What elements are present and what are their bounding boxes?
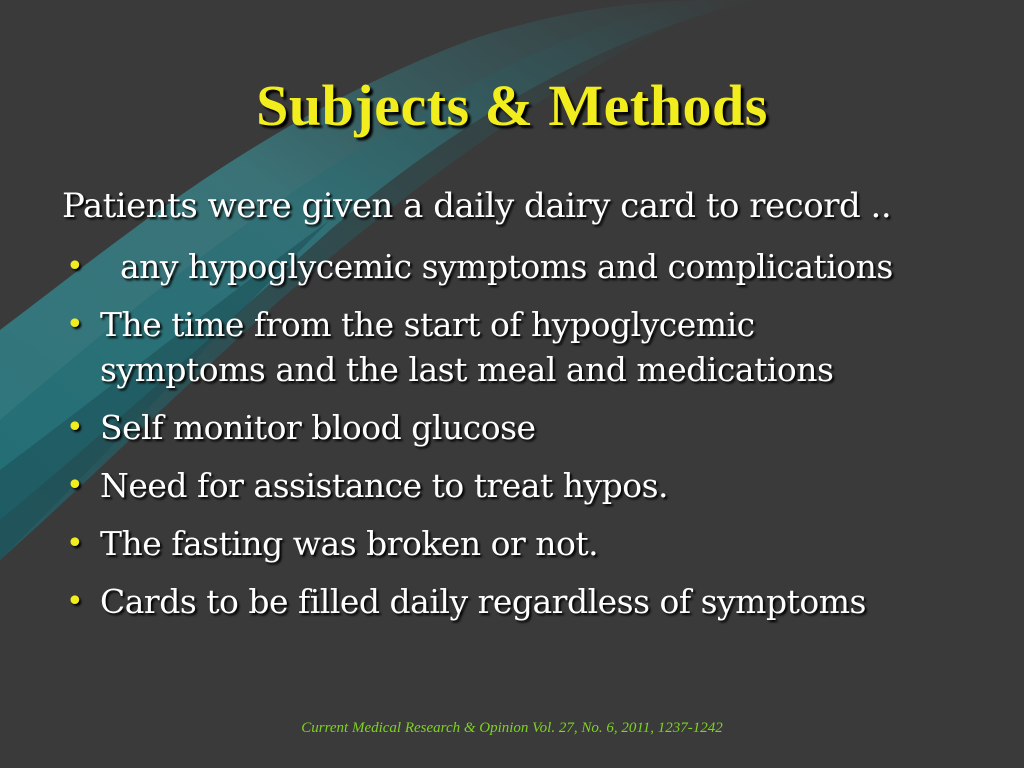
bullet-marker: • bbox=[66, 410, 84, 445]
bullet-text: Need for assistance to treat hypos. bbox=[100, 466, 669, 505]
bullet-item-3 bbox=[62, 405, 982, 450]
slide-title: Subjects & Methods bbox=[256, 73, 768, 138]
bullet-item-6 bbox=[62, 579, 982, 624]
bullet-text: any hypoglycemic symptoms and complications bbox=[100, 247, 893, 286]
citation-footer: Current Medical Research & Opinion Vol. 27, No. 6, 2011, 1237-1242 bbox=[301, 720, 723, 736]
bullet-text: The time from the start of hypoglycemic symptoms and the last meal and medications bbox=[100, 305, 834, 389]
bullet-item-1 bbox=[62, 244, 982, 289]
bullet-marker: • bbox=[66, 468, 84, 503]
bullet-item-4 bbox=[62, 463, 982, 508]
bullet-marker: • bbox=[66, 526, 84, 561]
bullet-text: The fasting was broken or not. bbox=[100, 524, 599, 563]
bullet-text: Self monitor blood glucose bbox=[100, 408, 536, 447]
bullet-text: Cards to be filled daily regardless of symptoms bbox=[100, 582, 866, 621]
bullet-list bbox=[62, 244, 982, 637]
bullet-marker: • bbox=[66, 584, 84, 619]
intro-text: Patients were given a daily dairy card to record .. bbox=[62, 186, 892, 226]
bullet-item-5 bbox=[62, 521, 982, 566]
bullet-item-2 bbox=[62, 302, 982, 392]
bullet-marker: • bbox=[66, 307, 84, 342]
bullet-marker: • bbox=[66, 249, 84, 284]
